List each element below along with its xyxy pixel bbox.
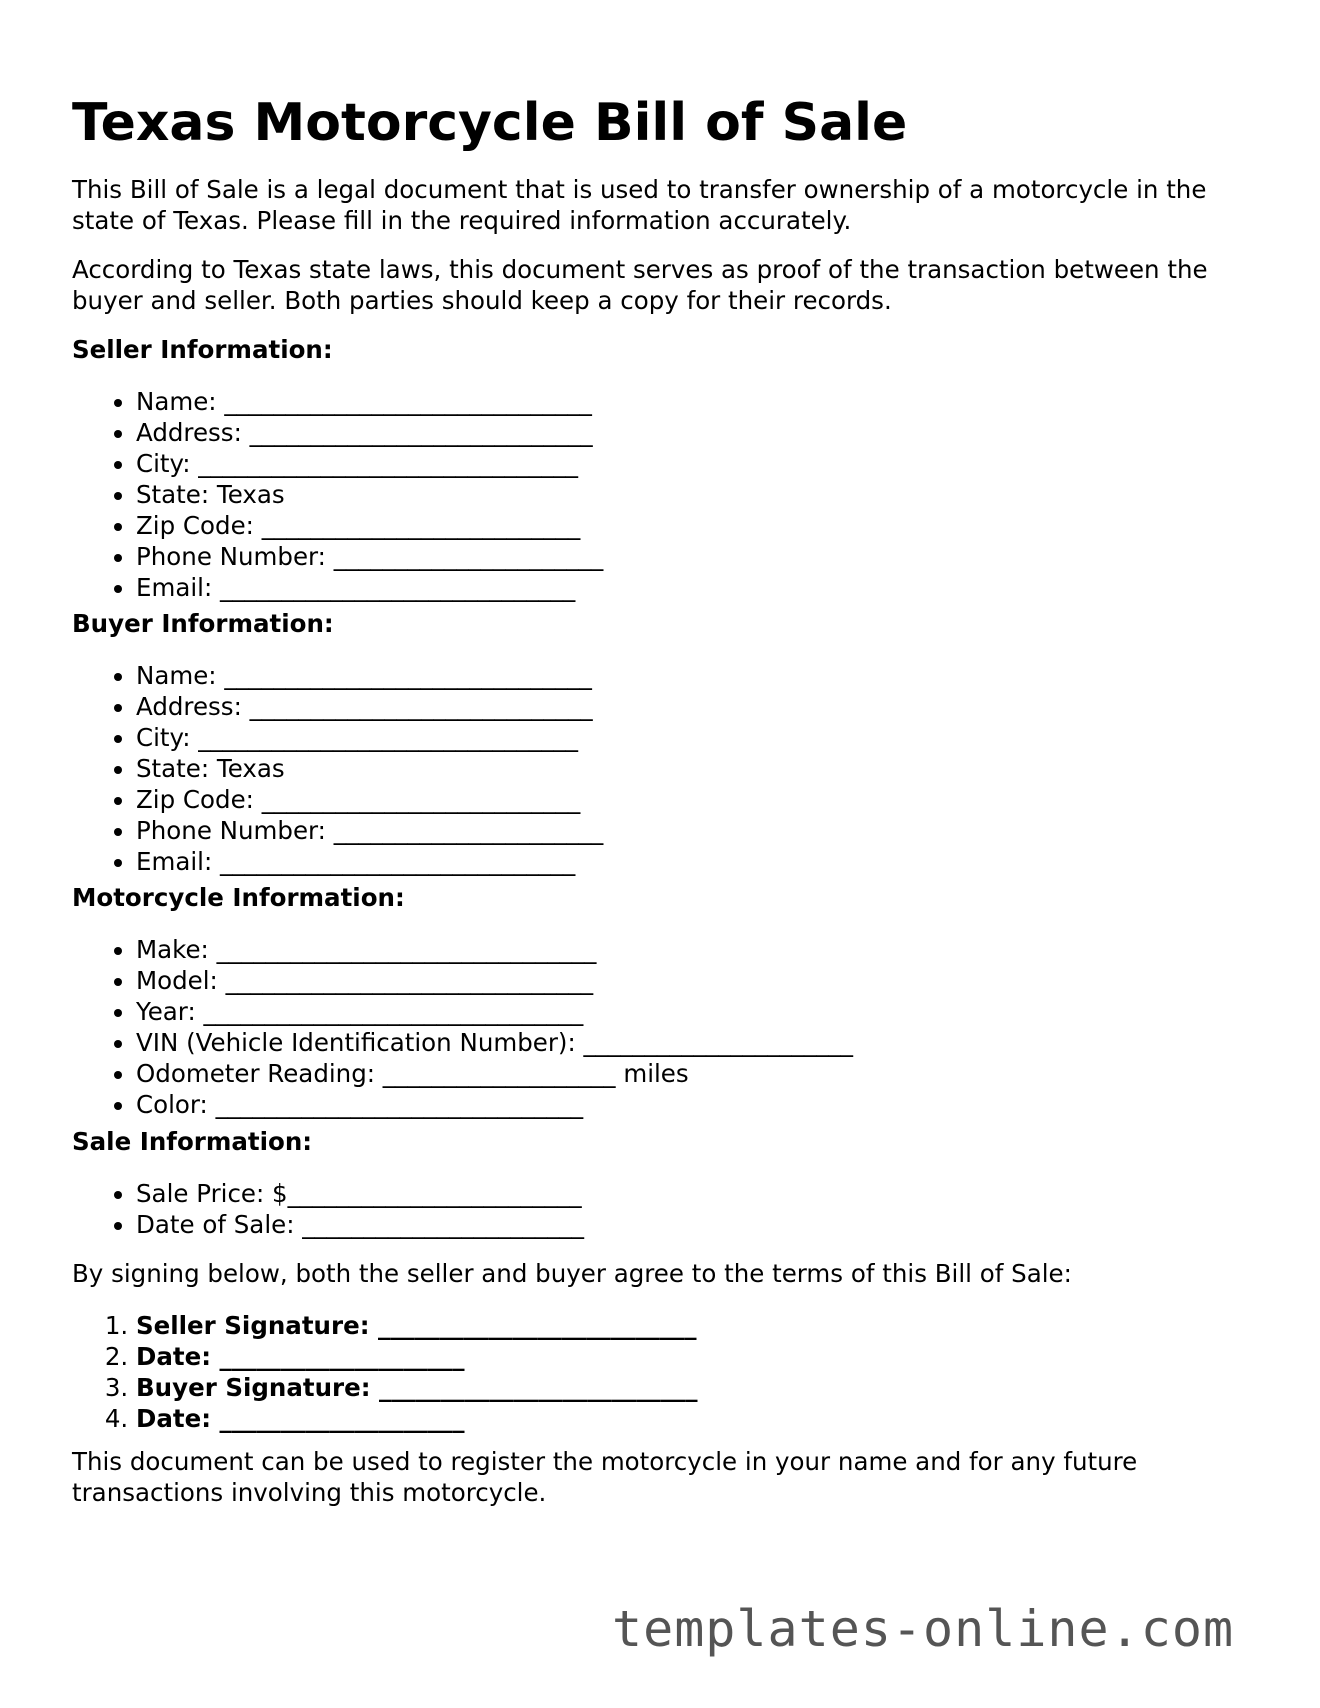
buyer-heading: Buyer Information: xyxy=(72,609,334,638)
buyer-date-line: 4. Date: ____________________ xyxy=(136,1403,1316,1434)
sale-list xyxy=(72,1178,1316,1240)
seller-heading: Seller Information: xyxy=(72,335,333,364)
seller-zip-field: • Zip Code: __________________________ xyxy=(136,510,1316,541)
buyer-zip-field: • Zip Code: __________________________ xyxy=(136,784,1316,815)
seller-state-field: • State: Texas xyxy=(136,479,1316,510)
motorcycle-vin-field: • VIN (Vehicle Identification Number): ______________________ xyxy=(136,1027,1316,1058)
closing-paragraph: This document can be used to register the motorcycle in your name and for any future transactions involving this motorcycle. xyxy=(72,1447,1138,1507)
watermark-text: templates-online.com xyxy=(612,1600,1235,1658)
sale-price-field: • Sale Price: $________________________ xyxy=(136,1178,1316,1209)
buyer-name-field: • Name: ______________________________ xyxy=(136,660,1316,691)
seller-email-field: • Email: _____________________________ xyxy=(136,572,1316,603)
buyer-list xyxy=(72,660,1316,877)
motorcycle-year-field: • Year: _______________________________ xyxy=(136,996,1316,1027)
motorcycle-list xyxy=(72,934,1316,1120)
motorcycle-odometer-field: • Odometer Reading: ___________________ miles xyxy=(136,1058,1316,1089)
seller-address-field: • Address: ____________________________ xyxy=(136,417,1316,448)
page-title: Texas Motorcycle Bill of Sale xyxy=(72,93,908,153)
agreement-text: By signing below, both the seller and buyer agree to the terms of this Bill of Sale: xyxy=(72,1259,1072,1288)
sale-heading: Sale Information: xyxy=(72,1127,313,1156)
buyer-city-field: • City: _______________________________ xyxy=(136,722,1316,753)
motorcycle-color-field: • Color: ______________________________ xyxy=(136,1089,1316,1120)
buyer-phone-field: • Phone Number: ______________________ xyxy=(136,815,1316,846)
seller-signature-line: 1. Seller Signature: __________________________ xyxy=(136,1310,1316,1341)
buyer-email-field: • Email: _____________________________ xyxy=(136,846,1316,877)
buyer-address-field: • Address: ____________________________ xyxy=(136,691,1316,722)
seller-name-field: • Name: ______________________________ xyxy=(136,386,1316,417)
buyer-signature-line: 3. Buyer Signature: __________________________ xyxy=(136,1372,1316,1403)
buyer-state-field: • State: Texas xyxy=(136,753,1316,784)
seller-date-line: 2. Date: ____________________ xyxy=(136,1341,1316,1372)
signature-list xyxy=(72,1310,1316,1434)
intro-paragraph-1: This Bill of Sale is a legal document that is used to transfer ownership of a motorcycle in the state of Texas. Please fill in the required information accurately. xyxy=(72,175,1207,235)
motorcycle-heading: Motorcycle Information: xyxy=(72,883,405,912)
intro-paragraph-2: According to Texas state laws, this document serves as proof of the transaction between the buyer and seller. Both parties should keep a copy for their records. xyxy=(72,255,1208,315)
seller-list xyxy=(72,386,1316,603)
seller-city-field: • City: _______________________________ xyxy=(136,448,1316,479)
motorcycle-make-field: • Make: _______________________________ xyxy=(136,934,1316,965)
sale-date-field: • Date of Sale: _______________________ xyxy=(136,1209,1316,1240)
seller-phone-field: • Phone Number: ______________________ xyxy=(136,541,1316,572)
motorcycle-model-field: • Model: ______________________________ xyxy=(136,965,1316,996)
